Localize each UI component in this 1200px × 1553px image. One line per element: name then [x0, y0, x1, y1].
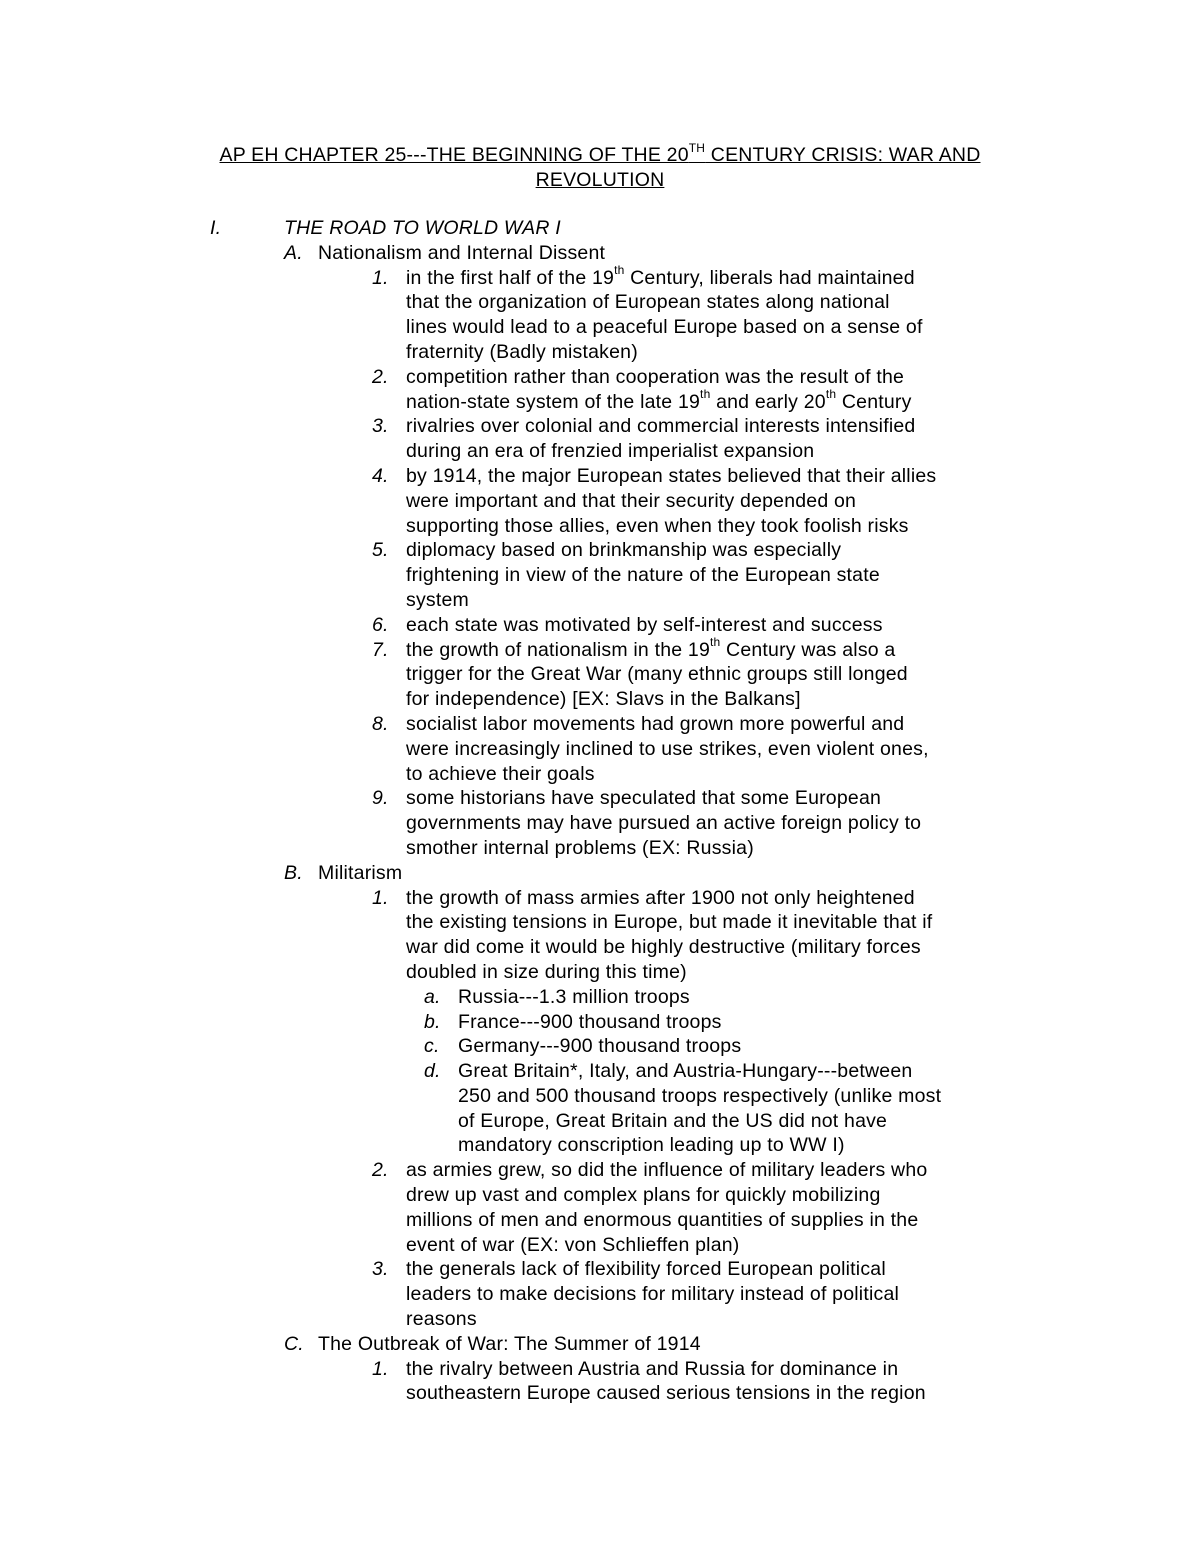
list-item: 8. socialist labor movements had grown more powerful and [372, 712, 905, 735]
outline [0, 216, 1200, 1406]
sub-item-marker: c. [424, 1035, 440, 1058]
list-item: 1. the growth of mass armies after 1900 not only heightened [372, 886, 915, 909]
list-item-line: smother internal problems (EX: Russia) [406, 836, 754, 859]
list-item-line: that the organization of European states along national [406, 291, 890, 314]
list-item: 2. as armies grew, so did the influence of military leaders who [372, 1159, 928, 1182]
item-marker: 2. [372, 1159, 389, 1182]
title-line-2: REVOLUTION [535, 169, 665, 191]
sub-item-marker: a. [424, 985, 441, 1008]
list-item-line: leaders to make decisions for military instead of political [406, 1283, 900, 1306]
subsection-title: The Outbreak of War: The Summer of 1914 [318, 1332, 701, 1355]
list-item: 1. in the first half of the 19th Century, liberals had maintained [372, 263, 915, 289]
list-item: 2. competition rather than cooperation was the result of the [372, 365, 905, 388]
item-marker: 3. [372, 415, 389, 438]
subsection-heading [0, 241, 1200, 266]
list-item: 5. diplomacy based on brinkmanship was especially [372, 539, 842, 562]
list-item-line: drew up vast and complex plans for quickly mobilizing [406, 1184, 881, 1207]
subsection-marker: A. [284, 241, 303, 264]
list-item-line: nation-state system of the late 19th and early 20th Century [406, 387, 912, 413]
list-item: 3. rivalries over colonial and commercial interests intensified [372, 415, 916, 438]
list-item-line: reasons [406, 1308, 477, 1331]
item-marker: 1. [372, 1357, 389, 1380]
document-title [160, 140, 1040, 193]
item-marker: 4. [372, 464, 389, 487]
item-marker: 1. [372, 886, 389, 909]
item-marker: 9. [372, 787, 389, 810]
sub-list-item: b. France---900 thousand troops [424, 1010, 722, 1033]
list-item-line: system [406, 588, 469, 611]
sub-list-item-line: mandatory conscription leading up to WW I) [458, 1134, 845, 1157]
item-marker: 5. [372, 539, 389, 562]
sub-list-item: c. Germany---900 thousand troops [424, 1035, 742, 1058]
list-item-line: the existing tensions in Europe, but made it inevitable that if [406, 911, 933, 934]
list-item: 4. by 1914, the major European states believed that their allies [372, 464, 937, 487]
list-item: 9. some historians have speculated that some European [372, 787, 882, 810]
list-item-line: fraternity (Badly mistaken) [406, 340, 638, 363]
list-item-line: governments may have pursued an active foreign policy to [406, 812, 922, 835]
list-item-line: frightening in view of the nature of the European state [406, 564, 880, 587]
sub-item-marker: d. [424, 1060, 441, 1083]
list-item: 1. the rivalry between Austria and Russia for dominance in [372, 1357, 899, 1380]
sub-list-item: d. Great Britain*, Italy, and Austria-Hungary---between [424, 1060, 913, 1083]
list-item-line: event of war (EX: von Schlieffen plan) [406, 1233, 740, 1256]
list-item-line: doubled in size during this time) [406, 960, 687, 983]
title-line-1: AP EH CHAPTER 25---THE BEGINNING OF THE 20TH CENTURY CRISIS: WAR AND [219, 140, 981, 166]
item-marker: 1. [372, 266, 389, 289]
subsection-marker: B. [284, 861, 303, 884]
list-item: 7. the growth of nationalism in the 19th Century was also a [372, 635, 896, 661]
item-marker: 6. [372, 613, 389, 636]
subsection-title: Nationalism and Internal Dissent [318, 241, 606, 264]
section-heading [0, 216, 1200, 241]
list-item: 6. each state was motivated by self-interest and success [372, 613, 883, 636]
list-item: 3. the generals lack of flexibility forced European political [372, 1258, 886, 1281]
list-item-line: trigger for the Great War (many ethnic groups still longed [406, 663, 908, 686]
list-item-line: war did come it would be highly destructive (military forces [406, 936, 921, 959]
list-item-line: were important and that their security depended on [406, 489, 857, 512]
list-item-line: for independence) [EX: Slavs in the Balkans] [406, 688, 801, 711]
sub-list-item-line: 250 and 500 thousand troops respectively (unlike most [458, 1084, 942, 1107]
subsection-title: Militarism [318, 861, 403, 884]
sub-list-item: a. Russia---1.3 million troops [424, 985, 690, 1008]
subsection-heading [0, 1332, 1200, 1357]
list-item-line: were increasingly inclined to use strikes, even violent ones, [406, 737, 929, 760]
sub-item-marker: b. [424, 1010, 441, 1033]
subsection-marker: C. [284, 1332, 304, 1355]
section-marker: I. [210, 217, 222, 239]
item-marker: 2. [372, 365, 389, 388]
list-item-line: during an era of frenzied imperialist expansion [406, 440, 815, 463]
section-title: THE ROAD TO WORLD WAR I [284, 217, 561, 239]
list-item-line: lines would lead to a peaceful Europe based on a sense of [406, 316, 923, 339]
list-item-line: millions of men and enormous quantities of supplies in the [406, 1208, 919, 1231]
item-marker: 3. [372, 1258, 389, 1281]
item-marker: 8. [372, 712, 389, 735]
subsection-heading [0, 861, 1200, 886]
list-item-line: supporting those allies, even when they took foolish risks [406, 514, 909, 537]
list-item-line: southeastern Europe caused serious tensions in the region [406, 1382, 926, 1405]
item-marker: 7. [372, 638, 389, 661]
list-item-line: to achieve their goals [406, 762, 595, 785]
sub-list-item-line: of Europe, Great Britain and the US did not have [458, 1109, 888, 1132]
